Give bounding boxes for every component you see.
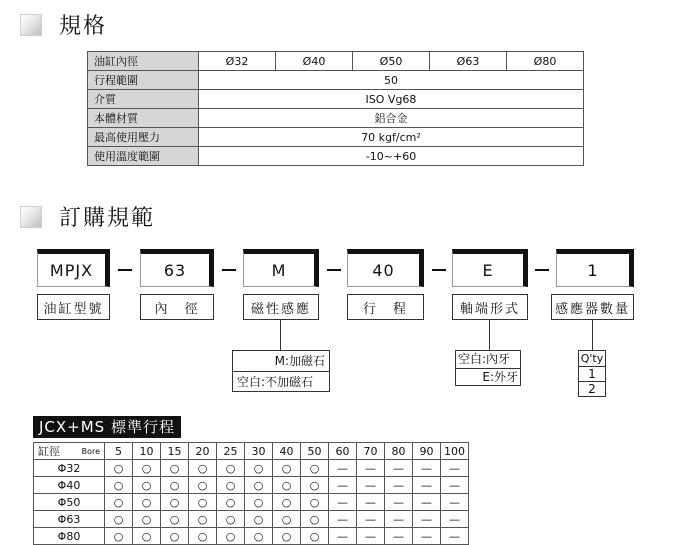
bore-cell: Φ80 [34, 528, 105, 545]
spec-bore-cell: Ø50 [353, 52, 430, 71]
stroke-availability-cell: — [329, 477, 357, 494]
spec-table [87, 51, 584, 166]
spec-row-label: 行程範圍 [88, 71, 199, 90]
stroke-availability-cell: ○ [133, 511, 161, 528]
spec-title: 規格 [59, 14, 108, 39]
stroke-header-cell: 90 [413, 443, 441, 460]
stroke-availability-cell: ○ [273, 477, 301, 494]
stroke-header-cell: 80 [385, 443, 413, 460]
spec-bore-row [88, 52, 584, 71]
stroke-availability-cell: ○ [161, 460, 189, 477]
spec-heading [20, 9, 107, 40]
stroke-table-row [34, 460, 469, 477]
dash-separator [327, 269, 341, 271]
stroke-availability-cell: — [385, 528, 413, 545]
stroke-availability-cell: ○ [133, 460, 161, 477]
connector-line [280, 320, 281, 350]
spec-bore-cell: Ø63 [430, 52, 507, 71]
dash-separator [222, 269, 236, 271]
spec-bore-label: 油缸內徑 [88, 52, 199, 71]
spec-row-value: 鋁合金 [199, 109, 584, 128]
stroke-availability-cell: — [329, 460, 357, 477]
stroke-availability-cell: ○ [245, 494, 273, 511]
stroke-availability-cell: — [357, 528, 385, 545]
square-bullet-icon [20, 206, 42, 228]
order-heading [20, 201, 155, 232]
qty-option: Q'ty [580, 352, 604, 365]
bore-cell: Φ63 [34, 511, 105, 528]
connector-line [592, 320, 593, 350]
code-magnet: M [243, 249, 319, 287]
spec-row-label: 介質 [88, 90, 199, 109]
stroke-availability-cell: ○ [189, 460, 217, 477]
label-qty: 感應器數量 [551, 294, 634, 320]
spec-row-value: ISO Vg68 [199, 90, 584, 109]
stroke-header-cell: 25 [217, 443, 245, 460]
spec-row [88, 109, 584, 128]
stroke-availability-cell: ○ [217, 494, 245, 511]
spec-bore-cell: Ø80 [507, 52, 584, 71]
stroke-header-cell: 70 [357, 443, 385, 460]
stroke-table-row [34, 528, 469, 545]
stroke-availability-cell: — [329, 494, 357, 511]
stroke-availability-cell: ○ [273, 460, 301, 477]
stroke-availability-cell: — [441, 511, 469, 528]
stroke-availability-cell: — [357, 460, 385, 477]
stroke-availability-cell: — [385, 511, 413, 528]
qty-option: 1 [579, 366, 605, 381]
dash-separator [432, 269, 446, 271]
stroke-availability-cell: ○ [105, 494, 133, 511]
bore-cell: Φ32 [34, 460, 105, 477]
stroke-availability-cell: ○ [245, 528, 273, 545]
stroke-availability-cell: ○ [189, 528, 217, 545]
stroke-availability-cell: ○ [301, 511, 329, 528]
stroke-header-cell: 20 [189, 443, 217, 460]
stroke-table-row [34, 477, 469, 494]
connector-line [489, 320, 490, 350]
stroke-availability-cell: — [413, 460, 441, 477]
stroke-availability-cell: — [413, 477, 441, 494]
stroke-availability-cell: ○ [301, 528, 329, 545]
stroke-availability-cell: ○ [161, 477, 189, 494]
spec-row [88, 71, 584, 90]
stroke-availability-cell: ○ [105, 528, 133, 545]
code-end: E [452, 249, 528, 287]
stroke-availability-cell: ○ [245, 511, 273, 528]
stroke-availability-cell: — [357, 477, 385, 494]
bore-cell: Φ50 [34, 494, 105, 511]
qty-options [578, 350, 606, 397]
stroke-availability-cell: — [357, 511, 385, 528]
stroke-availability-cell: ○ [161, 511, 189, 528]
stroke-table [33, 442, 469, 545]
spec-row-label: 本體材質 [88, 109, 199, 128]
code-bore: 63 [140, 249, 214, 287]
stroke-availability-cell: ○ [105, 511, 133, 528]
spec-row [88, 90, 584, 109]
code-qty: 1 [556, 249, 634, 287]
stroke-header-cell: 50 [301, 443, 329, 460]
stroke-availability-cell: — [441, 477, 469, 494]
qty-option: 2 [579, 381, 605, 396]
spec-row-label: 使用溫度範圍 [88, 147, 199, 166]
magnet-option: 空白:不加磁石 [233, 371, 329, 391]
stroke-availability-cell: ○ [133, 494, 161, 511]
stroke-availability-cell: ○ [189, 494, 217, 511]
stroke-table-row [34, 511, 469, 528]
stroke-availability-cell: ○ [245, 477, 273, 494]
stroke-availability-cell: ○ [217, 528, 245, 545]
stroke-availability-cell: ○ [217, 477, 245, 494]
spec-bore-cell: Ø40 [276, 52, 353, 71]
stroke-availability-cell: — [413, 528, 441, 545]
end-option: E:外牙 [456, 368, 520, 385]
stroke-availability-cell: ○ [133, 528, 161, 545]
stroke-availability-cell: ○ [217, 511, 245, 528]
stroke-availability-cell: ○ [273, 494, 301, 511]
stroke-availability-cell: — [413, 494, 441, 511]
stroke-availability-cell: ○ [105, 477, 133, 494]
code-stroke: 40 [347, 249, 424, 287]
end-option: 空白:內牙 [458, 352, 511, 366]
stroke-availability-cell: ○ [189, 477, 217, 494]
code-model: MPJX [37, 249, 110, 287]
stroke-header-row [34, 443, 469, 460]
stroke-header-cell: 40 [273, 443, 301, 460]
stroke-availability-cell: ○ [301, 460, 329, 477]
stroke-availability-cell: — [441, 528, 469, 545]
stroke-header-cell: 100 [441, 443, 469, 460]
stroke-availability-cell: ○ [273, 528, 301, 545]
label-model: 油缸型號 [37, 294, 110, 320]
spec-row-value: 70 kgf/cm² [199, 128, 584, 147]
spec-row-value: -10~+60 [199, 147, 584, 166]
square-bullet-icon [20, 14, 42, 36]
label-bore: 內 徑 [140, 294, 214, 320]
stroke-header-cell: 60 [329, 443, 357, 460]
stroke-availability-cell: — [357, 494, 385, 511]
magnet-option: M:加磁石 [274, 354, 325, 368]
stroke-header-cell: 5 [105, 443, 133, 460]
stroke-availability-cell: ○ [161, 528, 189, 545]
stroke-availability-cell: — [441, 494, 469, 511]
stroke-availability-cell: — [329, 528, 357, 545]
stroke-table-row [34, 494, 469, 511]
label-magnet: 磁性感應 [243, 294, 319, 320]
stroke-header-cell: 30 [245, 443, 273, 460]
stroke-availability-cell: — [385, 477, 413, 494]
stroke-availability-cell: — [385, 460, 413, 477]
bore-header-label: 缸徑 [38, 445, 60, 458]
stroke-availability-cell: — [441, 460, 469, 477]
order-title: 訂購規範 [59, 206, 156, 231]
label-end: 軸端形式 [452, 294, 528, 320]
stroke-table-title: JCX+MS 標準行程 [33, 416, 181, 438]
stroke-availability-cell: ○ [105, 460, 133, 477]
dash-separator [535, 269, 549, 271]
spec-bore-cell: Ø32 [199, 52, 276, 71]
stroke-availability-cell: — [385, 494, 413, 511]
spec-row [88, 147, 584, 166]
stroke-availability-cell: ○ [301, 494, 329, 511]
stroke-availability-cell: ○ [189, 511, 217, 528]
stroke-table-body [34, 460, 469, 545]
dash-separator [118, 269, 132, 271]
stroke-availability-cell: — [413, 511, 441, 528]
label-stroke: 行 程 [347, 294, 424, 320]
stroke-header-cell: 15 [161, 443, 189, 460]
stroke-availability-cell: — [329, 511, 357, 528]
stroke-header-cell: 10 [133, 443, 161, 460]
stroke-availability-cell: ○ [217, 460, 245, 477]
magnet-options [232, 350, 330, 392]
spec-row [88, 128, 584, 147]
spec-row-label: 最高使用壓力 [88, 128, 199, 147]
spec-row-value: 50 [199, 71, 584, 90]
stroke-availability-cell: ○ [301, 477, 329, 494]
end-options [455, 350, 521, 386]
bore-header-sub: Bore [81, 446, 100, 456]
stroke-availability-cell: ○ [245, 460, 273, 477]
bore-cell: Φ40 [34, 477, 105, 494]
stroke-availability-cell: ○ [133, 477, 161, 494]
stroke-availability-cell: ○ [161, 494, 189, 511]
bore-header-cell [34, 443, 105, 460]
stroke-availability-cell: ○ [273, 511, 301, 528]
